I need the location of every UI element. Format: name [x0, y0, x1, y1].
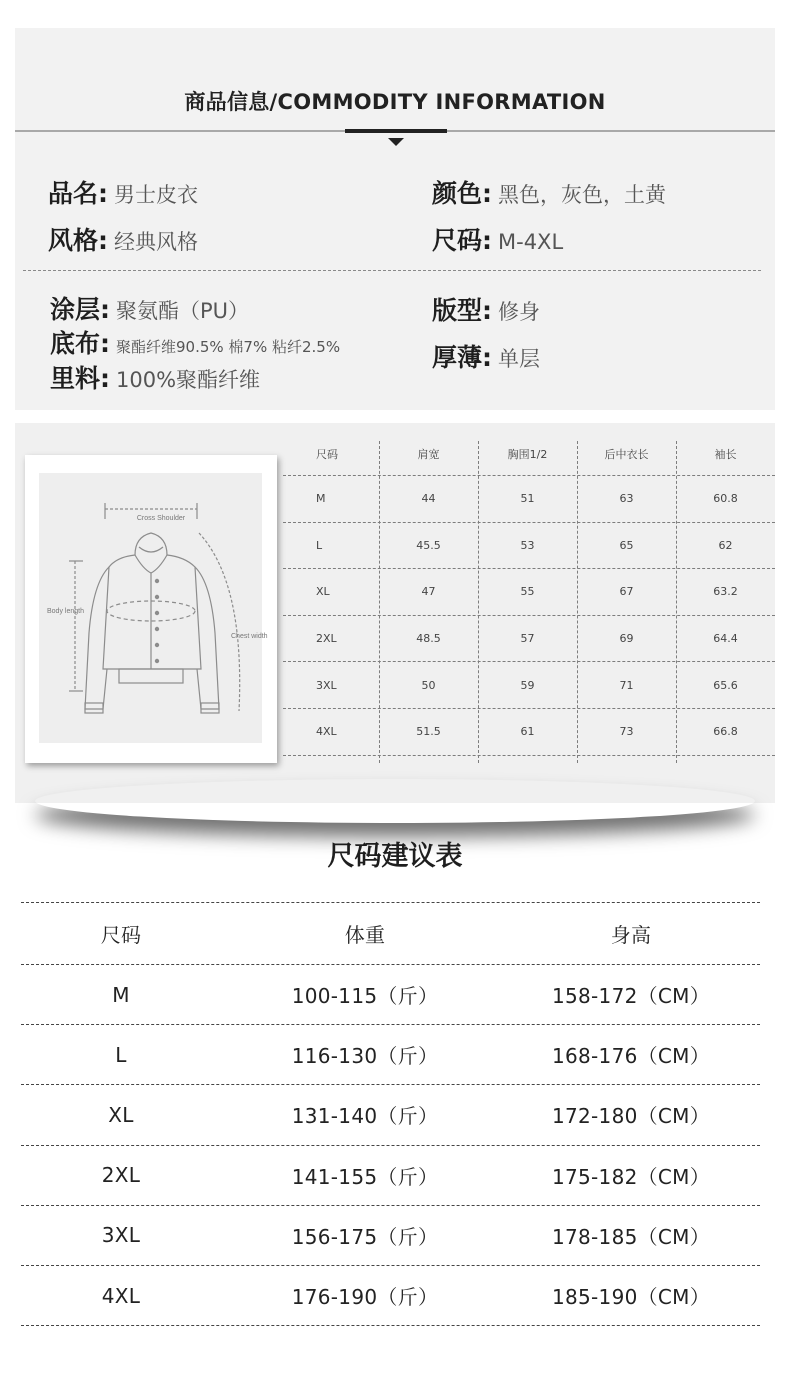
rec-header-cell: 体重	[344, 923, 386, 947]
attr-key: 品名:	[48, 179, 108, 208]
rec-cell: 2XL	[101, 1163, 141, 1188]
rec-cell: 176-190（斤）	[291, 1285, 439, 1310]
spec-cell: 50	[421, 678, 436, 692]
rec-header-row	[21, 903, 760, 965]
spec-column-divider	[676, 441, 677, 763]
spec-cell: 63	[619, 492, 634, 506]
rec-cell: M	[112, 982, 130, 1007]
attr-base-fabric	[50, 324, 340, 360]
spec-cell: 53	[520, 538, 535, 552]
spec-column-divider	[478, 441, 479, 763]
rec-cell: 141-155（斤）	[291, 1164, 439, 1189]
rec-cell: L	[115, 1042, 127, 1067]
rec-cell: 131-140（斤）	[291, 1104, 439, 1129]
rec-cell: 156-175（斤）	[291, 1224, 439, 1249]
attr-thickness	[432, 338, 540, 374]
spec-cell: 71	[619, 678, 634, 692]
table-row	[283, 662, 775, 709]
spec-cell: 45.5	[416, 538, 441, 552]
label-chest-width: Chest width	[231, 633, 268, 640]
attr-product-name	[48, 174, 198, 210]
table-row	[283, 616, 775, 663]
spec-cell: 57	[520, 632, 535, 646]
spec-header-cell: 肩宽	[417, 447, 440, 461]
spec-cell: 4XL	[316, 725, 337, 739]
label-body-length: Body length	[47, 608, 84, 615]
attr-color	[432, 174, 666, 210]
spec-cell: 47	[421, 585, 436, 599]
rec-cell: 168-176（CM）	[551, 1044, 711, 1069]
attr-value: 100%聚酯纤维	[116, 368, 261, 392]
spec-cell: 66.8	[713, 725, 738, 739]
attr-value: 聚酯纤维90.5% 棉7% 粘纤2.5%	[116, 338, 341, 356]
attr-key: 颜色:	[432, 179, 492, 208]
measurement-diagram-card	[25, 455, 277, 763]
attr-size-range	[432, 221, 563, 257]
spec-header-cell: 袖长	[714, 447, 737, 461]
size-recommendation-table	[21, 902, 760, 1326]
attr-style	[48, 221, 198, 257]
rec-cell: 100-115（斤）	[291, 984, 439, 1009]
attr-value: 单层	[498, 347, 540, 371]
spec-cell: 51.5	[416, 725, 441, 739]
attr-key: 厚薄:	[432, 343, 492, 372]
spec-cell: L	[316, 538, 323, 552]
attr-fit	[432, 291, 540, 327]
spec-cell: XL	[316, 585, 330, 599]
rec-cell: 172-180（CM）	[551, 1104, 711, 1129]
spec-cell: 65.6	[713, 678, 738, 692]
spec-header-cell: 胸围1/2	[507, 447, 548, 461]
spec-cell: 61	[520, 725, 535, 739]
table-row	[21, 1025, 760, 1085]
rec-cell: XL	[108, 1102, 134, 1127]
table-row	[21, 1206, 760, 1266]
attr-value: 黑色，灰色，土黄	[498, 183, 666, 207]
spec-cell: M	[316, 492, 326, 506]
table-row	[21, 1266, 760, 1326]
table-row	[283, 476, 775, 523]
size-spec-table	[283, 432, 775, 756]
jacket-measurement-diagram-icon	[39, 473, 268, 743]
attr-value: 经典风格	[114, 230, 198, 254]
table-row	[21, 965, 760, 1025]
spec-cell: 48.5	[416, 632, 441, 646]
spec-cell: 63.2	[713, 585, 738, 599]
attr-key: 风格:	[48, 226, 108, 255]
rec-cell: 3XL	[101, 1223, 141, 1248]
spec-cell: 44	[421, 492, 436, 506]
spec-cell: 69	[619, 632, 634, 646]
attr-key: 尺码:	[432, 226, 492, 255]
commodity-info-panel	[15, 28, 775, 410]
attr-coating	[50, 290, 249, 326]
rec-cell: 185-190（CM）	[551, 1285, 711, 1310]
spec-cell: 67	[619, 585, 634, 599]
table-row	[21, 1146, 760, 1206]
label-cross-shoulder: Cross Shoulder	[136, 515, 186, 522]
attr-value: 修身	[498, 300, 540, 324]
title-divider-accent	[345, 129, 447, 133]
rec-header-cell: 尺码	[100, 923, 142, 947]
attr-key: 版型:	[432, 296, 492, 325]
spec-cell: 65	[619, 538, 634, 552]
rec-header-cell: 身高	[610, 923, 652, 947]
caret-down-icon	[388, 138, 404, 146]
attr-value: M-4XL	[498, 230, 564, 254]
attr-value: 男士皮衣	[114, 183, 198, 207]
spec-cell: 2XL	[316, 632, 337, 646]
spec-column-divider	[379, 441, 380, 763]
info-title: 商品信息/COMMODITY INFORMATION	[184, 90, 606, 114]
attr-key: 底布:	[50, 329, 110, 358]
rec-cell: 116-130（斤）	[291, 1044, 439, 1069]
spec-cell: 51	[520, 492, 535, 506]
rec-cell: 4XL	[101, 1283, 141, 1308]
table-row	[21, 1085, 760, 1145]
rec-cell: 178-185（CM）	[551, 1224, 711, 1249]
spec-cell: 59	[520, 678, 535, 692]
spec-cell: 60.8	[713, 492, 738, 506]
attr-value: 聚氨酯（PU）	[116, 299, 250, 323]
size-spec-panel	[15, 423, 775, 803]
attr-lining	[50, 359, 260, 395]
attr-key: 里料:	[50, 364, 110, 393]
spec-column-divider	[577, 441, 578, 763]
spec-cell: 55	[520, 585, 535, 599]
spec-cell: 64.4	[713, 632, 738, 646]
table-row	[283, 709, 775, 756]
spec-header-cell: 后中衣长	[604, 447, 649, 461]
table-row	[283, 523, 775, 570]
spec-cell: 3XL	[316, 678, 337, 692]
table-row	[283, 569, 775, 616]
rec-cell: 158-172（CM）	[551, 984, 711, 1009]
spec-cell: 73	[619, 725, 634, 739]
info-dashed-divider	[23, 270, 761, 271]
attr-key: 涂层:	[50, 295, 110, 324]
size-recommendation-title: 尺码建议表	[327, 841, 463, 872]
spec-cell: 62	[718, 538, 733, 552]
spec-header-cell: 尺码	[316, 447, 338, 461]
spec-header-row	[283, 432, 775, 476]
rec-cell: 175-182（CM）	[551, 1164, 711, 1189]
